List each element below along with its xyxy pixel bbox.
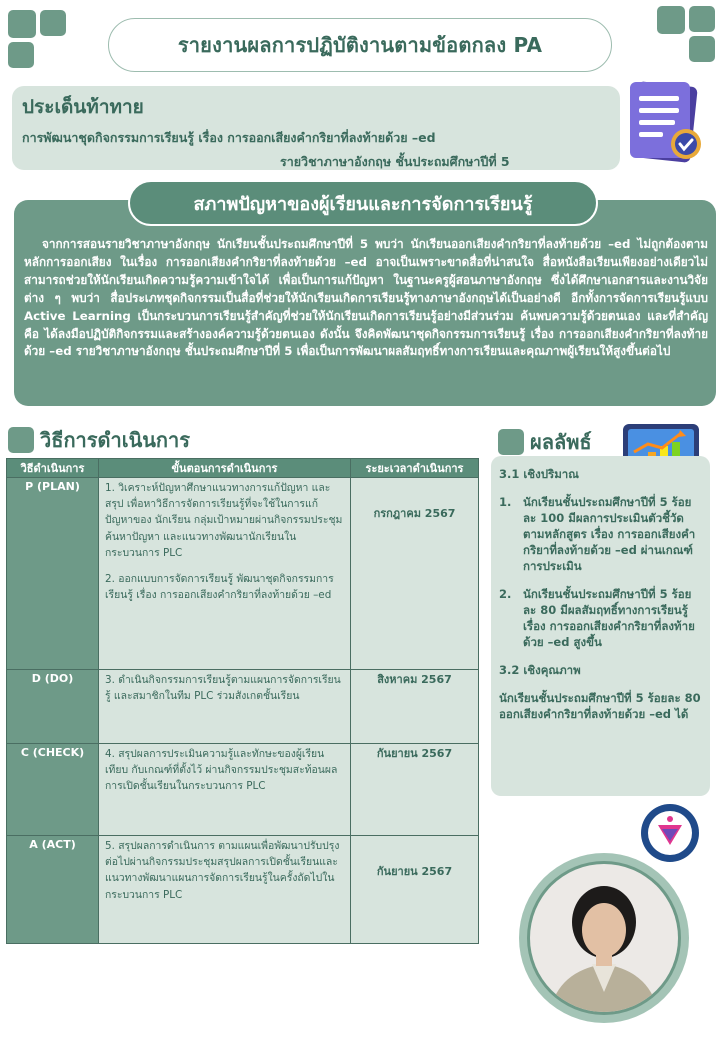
result-text: นักเรียนชั้นประถมศึกษาปีที่ 5 ร้อยละ 80 มีผลสัมฤทธิ์ทางการเรียนรู้ เรื่อง การออกเสียงคำกริยาที่ลงท้ายด้วย –ed สูงขึ้น (523, 587, 695, 649)
phase-cell: D (DO) (7, 670, 99, 744)
results-heading (498, 426, 592, 458)
period-cell (351, 836, 479, 944)
result-item (499, 586, 702, 650)
decor-square (657, 6, 685, 34)
phase-cell: C (CHECK) (7, 744, 99, 836)
steps-cell (99, 836, 351, 944)
problem-text: จากการสอนรายวิชาภาษาอังกฤษ นักเรียนชั้นประถมศึกษาปีที่ 5 พบว่า นักเรียนออกเสียงคำกริยาที่ลงท้ายด้วย –ed ไม่ถูกต้องตามหลักการออกเสียง ในเรื่อง การออกเสียงคำกริยาที่ลงท้ายด้วย –ed อาจเป็นเพราะขาดสื่อที่น่าสนใจ สื่อหนังสือเรียนเพียงอย่างเดียวไม่สามารถช่วยให้นักเรียนเกิดความรู้ความเข้าใจได้ เพื่อเป็นการแก้ปัญหา ในฐานะครูผู้สอนภาษาอังกฤษ ซึ่งได้ศึกษาเอกสารและงานวิจัยต่าง ๆ พบว่า สื่อประเภทชุดกิจกรรมเป็นสื่อที่ช่วยให้นักเรียนเกิดการเรียนรู้ทางภาษาอังกฤษได้เป็นอย่างดี อีกทั้งการจัดการเรียนรู้แบบ Active Learning เป็นกระบวนการเรียนรู้สำคัญที่ช่วยให้นักเรียนเกิดการเรียนรู้อย่างมีส่วนร่วม ค้นพบความรู้ด้วยตนเอง และที่สำคัญคือ ได้ลงมือปฏิบัติกิจกรรมและสร้างองค์ความรู้ด้วยตนเอง ดังนั้น จึงคิดพัฒนาชุดกิจกรรมการเรียนรู้ เรื่อง การออกเสียงคำกริยาที่ลงท้ายด้วย –ed รายวิชาภาษาอังกฤษ ชั้นประถมศึกษาปีที่ 5 เพื่อเป็นการพัฒนาผลสัมฤทธิ์ทางการเรียนและคุณภาพผู้เรียนให้สูงขึ้นต่อไป (24, 237, 708, 359)
teacher-photo (518, 852, 690, 1024)
column-header: ขั้นตอนการดำเนินการ (99, 459, 351, 478)
phase-cell: P (PLAN) (7, 478, 99, 670)
step-text: 2. ออกแบบการจัดการเรียนรู้ พัฒนาชุดกิจกรรมการเรียนรู้ เรื่อง การออกเสียงคำกริยาที่ลงท้ายด้วย –ed (105, 573, 334, 602)
challenge-heading: ประเด็นท้าทาย (22, 96, 144, 118)
heading-square-icon (8, 427, 34, 453)
challenge-line-2: รายวิชาภาษาอังกฤษ ชั้นประถมศึกษาปีที่ 5 (280, 154, 510, 169)
methods-heading-text: วิธีการดำเนินการ (40, 428, 190, 452)
table-row (7, 744, 479, 836)
results-box (491, 456, 710, 796)
period-cell (351, 744, 479, 836)
period-text: กันยายน 2567 (376, 865, 453, 878)
heading-square-icon (498, 429, 524, 455)
decor-square (40, 10, 66, 36)
decor-square (689, 6, 715, 32)
decor-square (689, 36, 715, 62)
step-text: 4. สรุปผลการประเมินความรู้และทักษะของผู้เรียนเทียบ กับเกณฑ์ที่ตั้งไว้ ผ่านกิจกรรมประชุมสะท้อนผลการเปิดชั้นเรียนในกระบวนการ PLC (105, 748, 338, 793)
decor-square (8, 10, 36, 38)
period-cell (351, 670, 479, 744)
decor-square (8, 42, 34, 68)
table-row (7, 478, 479, 670)
period-cell (351, 478, 479, 670)
results-heading-text: ผลลัพธ์ (530, 430, 592, 454)
problem-title: สภาพปัญหาของผู้เรียนและการจัดการเรียนรู้ (128, 180, 598, 226)
table-row (7, 670, 479, 744)
methods-table (6, 458, 479, 944)
methods-heading (8, 424, 190, 456)
result-number: 1. (499, 495, 512, 509)
steps-cell (99, 670, 351, 744)
steps-cell (99, 478, 351, 670)
document-check-icon (624, 78, 708, 170)
qualitative-text: นักเรียนชั้นประถมศึกษาปีที่ 5 ร้อยละ 80 ออกเสียงคำกริยาที่ลงท้ายด้วย –ed ได้ (499, 691, 701, 721)
phase-cell: A (ACT) (7, 836, 99, 944)
result-number: 2. (499, 587, 512, 601)
challenge-line-1: การพัฒนาชุดกิจกรรมการเรียนรู้ เรื่อง การออกเสียงคำกริยาที่ลงท้ายด้วย –ed (22, 130, 436, 145)
step-text: 5. สรุปผลการดำเนินการ ตามแผนเพื่อพัฒนาปรับปรุง ต่อไปผ่านกิจกรรมประชุมสรุปผลการเปิดชั้นเรียนและ แนวทางพัฒนาแผนการจัดการเรียนรู้ในครั้งถัดไปในกระบวนการ PLC (105, 840, 340, 901)
challenge-box (12, 86, 620, 170)
period-text: กรกฎาคม 2567 (373, 507, 456, 520)
page-title: รายงานผลการปฏิบัติงานตามข้อตกลง PA (108, 18, 612, 72)
period-text: สิงหาคม 2567 (377, 673, 452, 686)
quantitative-label: 3.1 เชิงปริมาณ (499, 467, 579, 481)
column-header: ระยะเวลาดำเนินการ (351, 459, 479, 478)
steps-cell (99, 744, 351, 836)
period-text: กันยายน 2567 (376, 747, 453, 760)
step-text: 1. วิเคราะห์ปัญหาศึกษาแนวทางการแก้ปัญหา และสรุป เพื่อหาวิธีการจัดการเรียนรู้ที่จะใช้ในการแก้ปัญหาของ นักเรียน กลุ่มเป้าหมายผ่านกิจกรรมประชุมค้นหาปัญหา และแนวทางพัฒนานักเรียนใน กระบวนการ PLC (105, 482, 343, 559)
result-text: นักเรียนชั้นประถมศึกษาปีที่ 5 ร้อยละ 100 มีผลการประเมินตัวชี้วัดตามหลักสูตร เรื่อง การออกเสียงคำกริยาที่ลงท้ายด้วย –ed ผ่านเกณฑ์การประเมิน (523, 495, 696, 573)
step-text: 3. ดำเนินกิจกรรมการเรียนรู้ตามแผนการจัดการเรียนรู้ และสมาชิกในทีม PLC ร่วมสังเกตชั้นเรียน (105, 674, 341, 703)
table-row (7, 836, 479, 944)
column-header: วิธีดำเนินการ (7, 459, 99, 478)
result-item (499, 494, 702, 574)
qualitative-label: 3.2 เชิงคุณภาพ (499, 663, 581, 677)
